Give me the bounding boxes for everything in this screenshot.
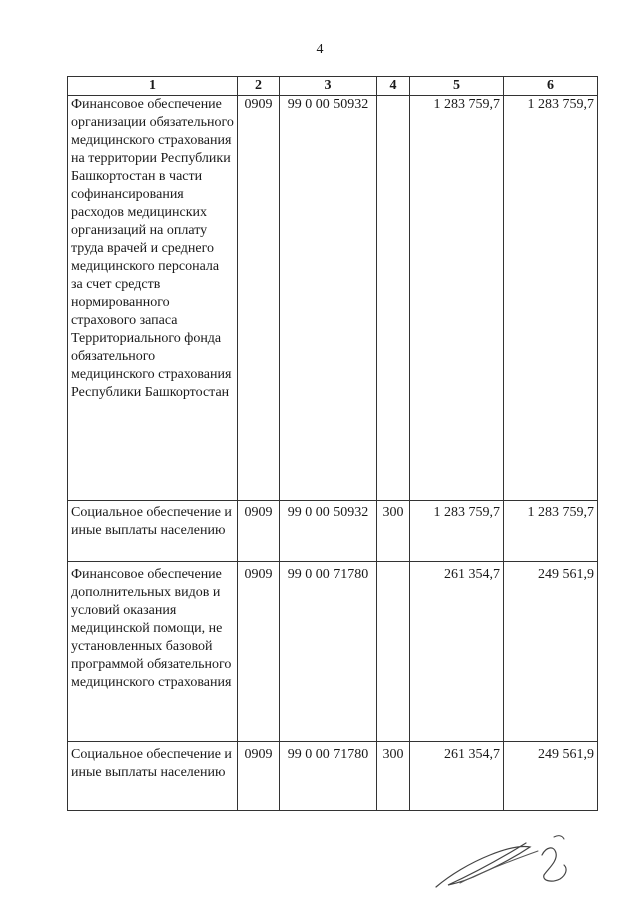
expense-type-cell: [377, 96, 410, 501]
handwritten-signature: [430, 825, 590, 895]
amount-cell: 261 354,7: [410, 742, 504, 811]
row-name-cell: Финансовое обеспечение организации обязательного медицинского страхования на территории Республики Башкортостан в части софинансирования расходов медицинских организаций на оплату труда врачей и среднего медицинского персонала за счет средств нормированного страхового запаса Территориального фонда обязательного медицинского страхования Республики Башкортостан: [68, 96, 238, 501]
section-code-cell: 0909: [238, 501, 280, 562]
column-header: 4: [377, 77, 410, 96]
table-row: [68, 742, 598, 811]
section-code-cell: 0909: [238, 562, 280, 742]
section-code-cell: 0909: [238, 742, 280, 811]
expense-type-cell: [377, 562, 410, 742]
target-code-cell: 99 0 00 71780: [280, 562, 377, 742]
table-row: [68, 501, 598, 562]
expense-type-cell: 300: [377, 742, 410, 811]
row-name-cell: Финансовое обеспечение дополнительных видов и условий оказания медицинской помощи, не установленных базовой программой обязательного медицинского страхования: [68, 562, 238, 742]
section-code-cell: 0909: [238, 96, 280, 501]
amount-cell: 261 354,7: [410, 562, 504, 742]
amount-cell: 1 283 759,7: [410, 96, 504, 501]
column-header: 2: [238, 77, 280, 96]
page-number: 4: [316, 42, 324, 57]
table-header-row: [68, 77, 598, 96]
amount-cell: 1 283 759,7: [504, 96, 598, 501]
amount-cell: 1 283 759,7: [504, 501, 598, 562]
expense-type-cell: 300: [377, 501, 410, 562]
column-header: 3: [280, 77, 377, 96]
target-code-cell: 99 0 00 50932: [280, 501, 377, 562]
amount-cell: 249 561,9: [504, 562, 598, 742]
table-row: [68, 562, 598, 742]
row-name-cell: Социальное обеспечение и иные выплаты населению: [68, 501, 238, 562]
target-code-cell: 99 0 00 50932: [280, 96, 377, 501]
target-code-cell: 99 0 00 71780: [280, 742, 377, 811]
column-header: 5: [410, 77, 504, 96]
budget-table: [67, 76, 598, 811]
amount-cell: 249 561,9: [504, 742, 598, 811]
table-row: [68, 96, 598, 501]
row-name-cell: Социальное обеспечение и иные выплаты населению: [68, 742, 238, 811]
column-header: 6: [504, 77, 598, 96]
column-header: 1: [68, 77, 238, 96]
amount-cell: 1 283 759,7: [410, 501, 504, 562]
